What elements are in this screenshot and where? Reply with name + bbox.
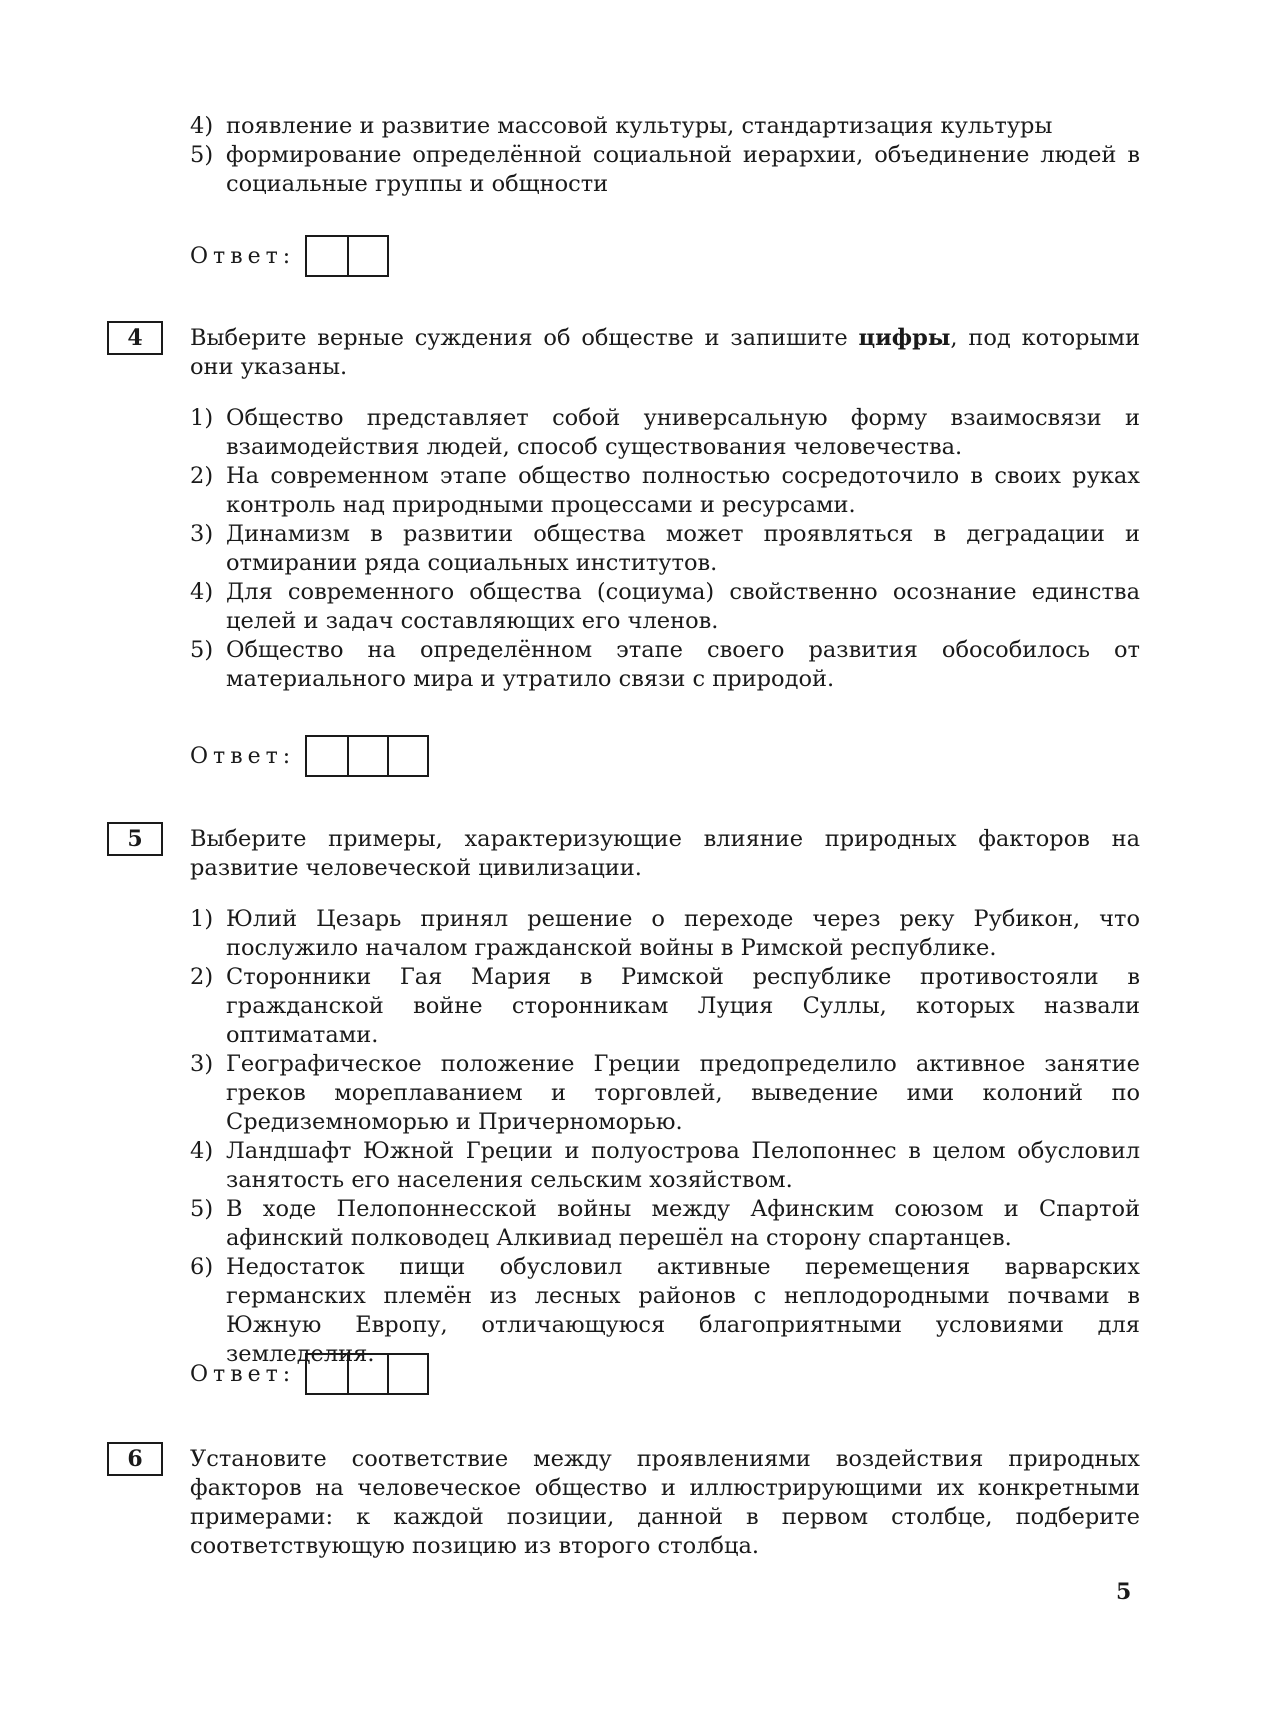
answer-label: Ответ: <box>190 1361 296 1387</box>
answer-cell[interactable] <box>307 1355 347 1393</box>
answer-cells <box>305 735 429 777</box>
answer-cell[interactable] <box>387 737 427 775</box>
item-text: Недостаток пищи обусловил активные перемещения варварских германских племён из лесных районов с неплодородными почвами в Южную Европу, отличающуюся благоприятными условиями для земледелия. <box>226 1254 1140 1367</box>
answer-cell[interactable] <box>347 737 387 775</box>
answer-label: Ответ: <box>190 743 296 769</box>
list-item <box>190 112 1140 141</box>
item-number: 6) <box>190 1254 214 1280</box>
item-text: формирование определённой социальной иерархии, объединение людей в социальные группы и общности <box>226 142 1140 197</box>
list-item <box>190 1253 1140 1369</box>
list-item <box>190 520 1140 578</box>
list-item <box>190 578 1140 636</box>
list-item <box>190 636 1140 694</box>
answer-cells <box>305 1353 429 1395</box>
answer-label: Ответ: <box>190 243 296 269</box>
answer-cell[interactable] <box>347 1355 387 1393</box>
item-text: На современном этапе общество полностью сосредоточило в своих руках контроль над природными процессами и ресурсами. <box>226 463 1140 518</box>
item-text: Динамизм в развитии общества может проявляться в деградации и отмирании ряда социальных институтов. <box>226 521 1140 576</box>
question-number-5: 5 <box>107 822 163 856</box>
item-text: Ландшафт Южной Греции и полуострова Пелопоннес в целом обусловил занятость его населения сельским хозяйством. <box>226 1138 1140 1193</box>
q4-answer <box>190 735 429 777</box>
list-item <box>190 963 1140 1050</box>
question-number-4: 4 <box>107 321 163 355</box>
item-text: Общество представляет собой универсальную форму взаимосвязи и взаимодействия людей, способ существования человечества. <box>226 405 1140 460</box>
item-number: 3) <box>190 521 214 547</box>
list-item <box>190 462 1140 520</box>
item-text: появление и развитие массовой культуры, стандартизация культуры <box>226 113 1053 139</box>
question-5 <box>190 825 1140 1369</box>
list-item <box>190 1137 1140 1195</box>
question-6-prompt: Установите соответствие между проявлениями воздействия природных факторов на человеческое общество и иллюстрирующими их конкретными примерами: к каждой позиции, данной в первом столбце, подберите соответствующую позицию из второго столбца. <box>190 1446 1140 1559</box>
list-item <box>190 141 1140 199</box>
prompt-text: , под которыми они указаны. <box>190 325 1140 380</box>
question-5-options <box>190 905 1140 1369</box>
list-item <box>190 905 1140 963</box>
item-number: 3) <box>190 1051 214 1077</box>
question-4-prompt <box>190 324 1140 382</box>
item-text: В ходе Пелопоннесской войны между Афинским союзом и Спартой афинский полководец Алкивиад перешёл на сторону спартанцев. <box>226 1196 1140 1251</box>
item-text: Сторонники Гая Мария в Римской республике противостояли в гражданской войне сторонникам Луция Суллы, которых назвали оптиматами. <box>226 964 1140 1048</box>
q3-answer <box>190 235 389 277</box>
item-text: Для современного общества (социума) свойственно осознание единства целей и задач составляющих его членов. <box>226 579 1140 634</box>
item-number: 2) <box>190 964 214 990</box>
question-6 <box>190 1445 1140 1561</box>
item-number: 4) <box>190 579 214 605</box>
item-text: Общество на определённом этапе своего развития обособилось от материального мира и утратило связи с природой. <box>226 637 1140 692</box>
item-number: 2) <box>190 463 214 489</box>
prompt-bold-text: цифры <box>858 325 951 351</box>
answer-cell[interactable] <box>387 1355 427 1393</box>
item-number: 1) <box>190 405 214 431</box>
list-item <box>190 1050 1140 1137</box>
question-number-6: 6 <box>107 1442 163 1476</box>
item-number: 4) <box>190 113 214 139</box>
q3-continuation <box>190 112 1140 199</box>
page-number: 5 <box>1116 1579 1132 1605</box>
item-number: 4) <box>190 1138 214 1164</box>
item-text: Юлий Цезарь принял решение о переходе через реку Рубикон, что послужило началом гражданской войны в Римской республике. <box>226 906 1140 961</box>
answer-cell[interactable] <box>307 737 347 775</box>
item-number: 5) <box>190 142 214 168</box>
question-4-options <box>190 404 1140 694</box>
item-text: Географическое положение Греции предопределило активное занятие греков мореплаванием и торговлей, выведение ими колоний по Средиземноморью и Причерноморью. <box>226 1051 1140 1135</box>
list-item <box>190 404 1140 462</box>
question-4 <box>190 324 1140 694</box>
answer-cell[interactable] <box>307 237 347 275</box>
item-number: 1) <box>190 906 214 932</box>
question-5-prompt: Выберите примеры, характеризующие влияние природных факторов на развитие человеческой цивилизации. <box>190 826 1140 881</box>
list-item <box>190 1195 1140 1253</box>
answer-cells <box>305 235 389 277</box>
answer-cell[interactable] <box>347 237 387 275</box>
prompt-text: Выберите верные суждения об обществе и запишите <box>190 325 859 351</box>
q3-options-list <box>190 112 1140 199</box>
q5-answer <box>190 1353 429 1395</box>
item-number: 5) <box>190 1196 214 1222</box>
item-number: 5) <box>190 637 214 663</box>
